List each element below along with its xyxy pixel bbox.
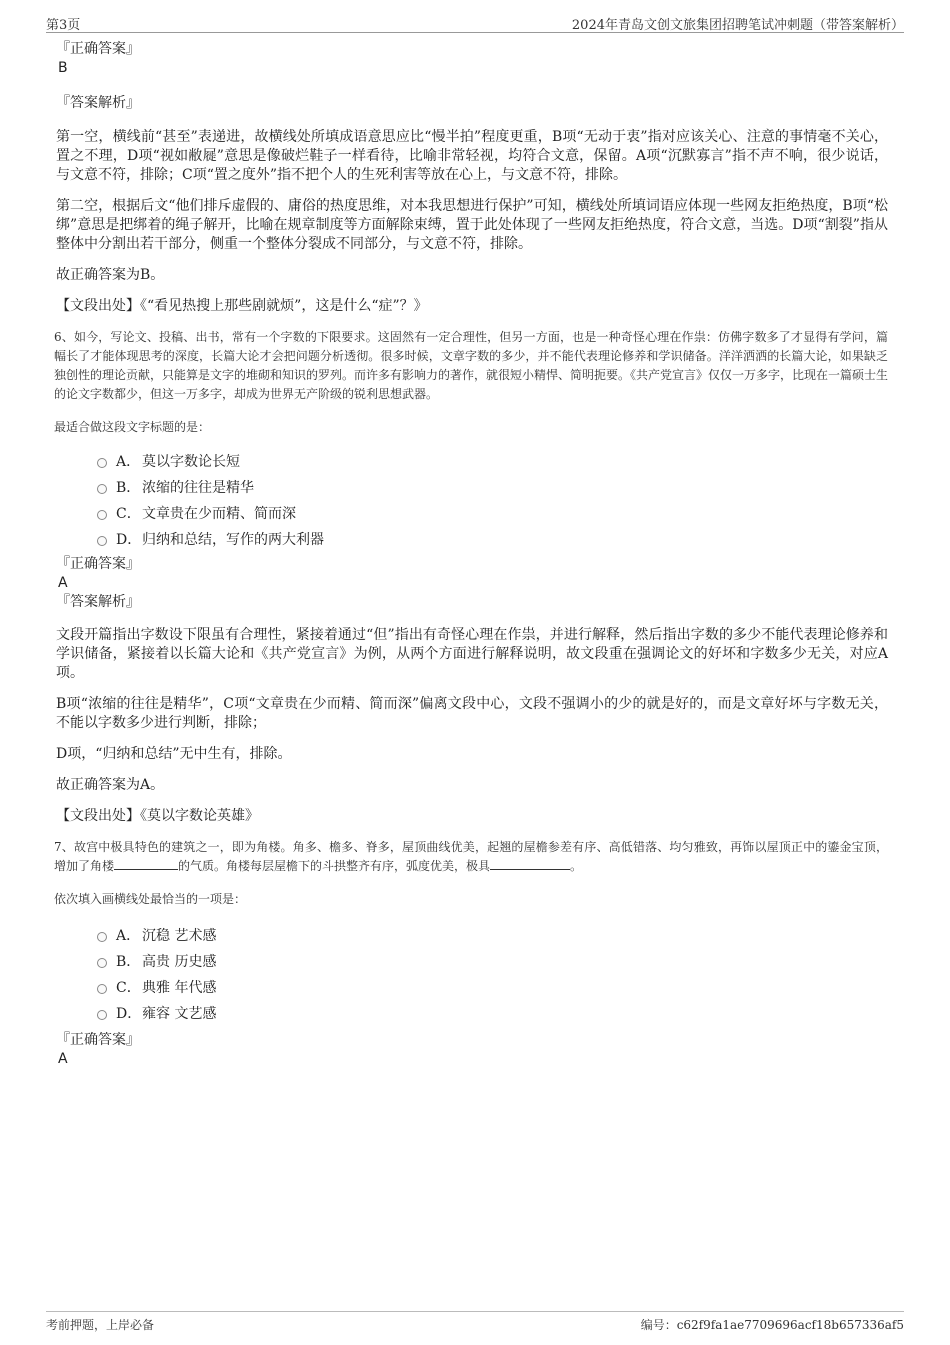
option-b[interactable]: B． 高贵 历史感 — [56, 949, 888, 975]
option-d[interactable]: D．雍容 文艺感 — [56, 1001, 888, 1027]
question-prompt: 依次填入画横线处最恰当的一项是： — [54, 892, 247, 906]
option-c[interactable]: C．文章贵在少而精、简而深 — [56, 501, 888, 527]
options-list — [56, 923, 888, 1027]
analysis-conclusion: 故正确答案为B。 — [56, 267, 165, 283]
analysis-paragraph: D项，“归纳和总结”无中生有，排除。 — [56, 746, 292, 762]
analysis-paragraph: 文段开篇指出字数设下限虽有合理性，紧接着通过“但”指出有奇怪心理在作祟，并进行解释，然后指出字数的多少不能代表理论修养和学识储备，紧接着以长篇大论和《共产党宣言》为例，从两个方面进行解释说明，故文段重在强调论文的好坏和字数多少无关，对应A项。 — [56, 627, 888, 681]
radio-icon[interactable] — [97, 984, 107, 994]
page-footer — [46, 1311, 904, 1336]
analysis-label: 『答案解析』 — [56, 95, 140, 111]
correct-answer-value: A — [58, 575, 68, 591]
fill-blank-1 — [114, 857, 178, 870]
radio-icon[interactable] — [97, 932, 107, 942]
correct-answer-label: 『正确答案』 — [56, 1032, 140, 1048]
page-number: 第3页 — [46, 18, 81, 33]
option-c[interactable]: C．典雅 年代感 — [56, 975, 888, 1001]
analysis-paragraph: 第一空，横线前“甚至”表递进，故横线处所填成语意思应比“慢半拍”程度更重，B项“无动于衷”指对应该关心、注意的事情毫不关心，置之不理，D项“视如敝屣”意思是像破烂鞋子一样看待，比喻非常轻视，均符合文意，保留。A项“沉默寡言”指不声不响，很少说话，与文意不符，排除；C项“置之度外”指不把个人的生死利害等放在心上，与文意不符，排除。 — [56, 129, 888, 183]
option-b[interactable]: B． 浓缩的往往是精华 — [56, 475, 888, 501]
radio-icon[interactable] — [97, 958, 107, 968]
footer-slogan: 考前押题，上岸必备 — [46, 1318, 155, 1332]
source-citation: 【文段出处】《莫以字数论英雄》 — [56, 808, 259, 824]
option-d[interactable]: D．归纳和总结，写作的两大利器 — [56, 527, 888, 553]
analysis-label: 『答案解析』 — [56, 594, 140, 610]
analysis-conclusion: 故正确答案为A。 — [56, 777, 165, 793]
analysis-paragraph: B项“浓缩的往往是精华”，C项“文章贵在少而精、简而深”偏离文段中心，文段不强调小的少的就是好的，而是文章好坏与字数无关，不能以字数多少进行判断，排除； — [56, 696, 888, 731]
radio-icon[interactable] — [97, 458, 107, 468]
option-a[interactable]: A． 莫以字数论长短 — [56, 449, 888, 475]
radio-icon[interactable] — [97, 1010, 107, 1020]
question-prompt: 最适合做这段文字标题的是： — [54, 420, 211, 434]
radio-icon[interactable] — [97, 484, 107, 494]
radio-icon[interactable] — [97, 510, 107, 520]
source-citation: 【文段出处】《“看见热搜上那些剧就烦”，这是什么“症”？》 — [56, 298, 428, 314]
correct-answer-label: 『正确答案』 — [56, 41, 140, 57]
analysis-paragraph: 第二空，根据后文“他们排斥虚假的、庸俗的热度思维，对本我思想进行保护”可知，横线处所填词语应体现一些网友拒绝热度，B项“松绑”意思是把绑着的绳子解开，比喻在规章制度等方面解除束缚，置于此处体现了一些网友拒绝热度，符合文意，当选。D项“割裂”指从整体中分割出若干部分，侧重一个整体分裂成不同部分，与文意不符，排除。 — [56, 198, 888, 252]
correct-answer-value: A — [58, 1051, 68, 1067]
page-content — [56, 40, 888, 1069]
options-list — [56, 449, 888, 553]
question-text: 6、如今，写论文、投稿、出书，常有一个字数的下限要求。这固然有一定合理性，但另一方面，也是一种奇怪心理在作祟：仿佛字数多了才显得有学问，篇幅长了才能体现思考的深度，长篇大论才会把问题分析透彻。很多时候，文章字数的多少，并不能代表理论修养和学识储备。洋洋洒洒的长篇大论，如果缺乏独创性的理论贡献，只能算是文字的堆砌和知识的罗列。而许多有影响力的著作，就很短小精悍、简明扼要。《共产党宣言》仅仅一万多字，比现在一篇硕士生的论文字数都少，但这一万多字，却成为世界无产阶级的锐利思想武器。 — [54, 330, 889, 401]
correct-answer-value: B — [58, 60, 68, 76]
question-text: 7、故宫中极具特色的建筑之一，即为角楼。角多、檐多、脊多，屋顶曲线优美，起翘的屋檐参差有序、高低错落、均匀雅致，再饰以屋顶正中的鎏金宝顶，增加了角楼 的气质。角楼每层屋檐下的斗拱整齐有序，弧度优美，极具 。 — [54, 840, 888, 873]
page-header — [46, 12, 904, 33]
correct-answer-label: 『正确答案』 — [56, 556, 140, 572]
radio-icon[interactable] — [97, 536, 107, 546]
fill-blank-2 — [490, 857, 570, 870]
option-a[interactable]: A． 沉稳 艺术感 — [56, 923, 888, 949]
document-id: 编号：c62f9fa1ae7709696acf18b657336af5 — [640, 1318, 904, 1332]
document-title: 2024年青岛文创文旅集团招聘笔试冲刺题（带答案解析） — [571, 18, 904, 33]
